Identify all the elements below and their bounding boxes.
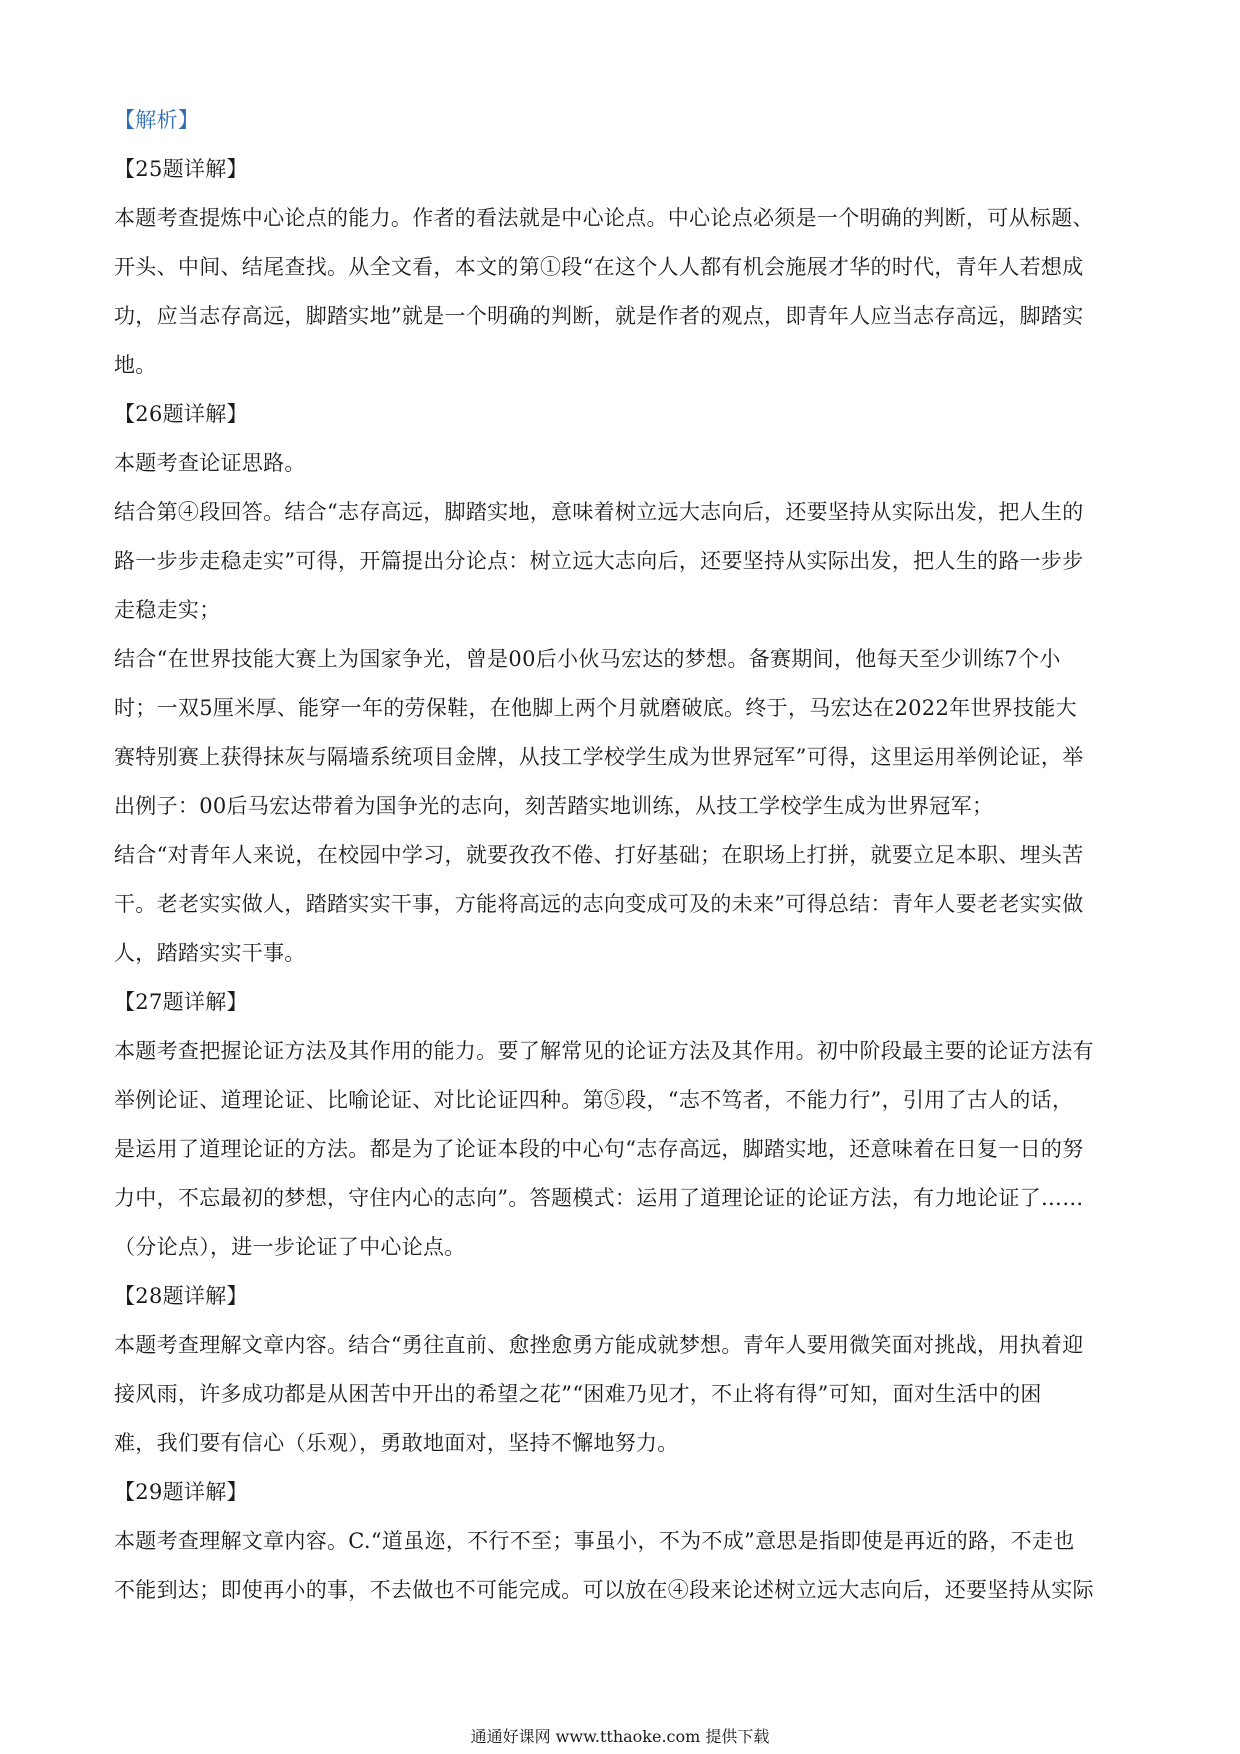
text-line: 结合“在世界技能大赛上为国家争光，曾是00后小伙马宏达的梦想。备赛期间，他每天至少训练7个小 xyxy=(114,647,1061,671)
text-line: 地。 xyxy=(114,353,157,377)
text-line: 时；一双5厘米厚、能穿一年的劳保鞋，在他脚上两个月就磨破底。终于，马宏达在2022年世界技能大 xyxy=(114,696,1077,720)
text-line: 路一步步走稳走实”可得，开篇提出分论点：树立远大志向后，还要坚持从实际出发，把人生的路一步步 xyxy=(114,549,1084,573)
text-line: 赛特别赛上获得抹灰与隔墙系统项目金牌，从技工学校学生成为世界冠军”可得，这里运用举例论证，举 xyxy=(114,745,1084,769)
text-line: 本题考查论证思路。 xyxy=(114,451,306,475)
text-line: 举例论证、道理论证、比喻论证、对比论证四种。第⑤段，“志不笃者，不能力行”，引用了古人的话， xyxy=(114,1088,1074,1112)
text-line: 本题考查理解文章内容。C.“道虽迩，不行不至；事虽小，不为不成”意思是指即使是再近的路，不走也 xyxy=(114,1529,1075,1553)
text-line: 结合“对青年人来说，在校园中学习，就要孜孜不倦、打好基础；在职场上打拼，就要立足本职、埋头苦 xyxy=(114,843,1084,867)
text-line: 难，我们要有信心（乐观），勇敢地面对，坚持不懈地努力。 xyxy=(114,1431,679,1455)
q28-heading: 【28题详解】 xyxy=(114,1284,248,1308)
text-line: （分论点），进一步论证了中心论点。 xyxy=(114,1235,466,1259)
text-line: 出例子：00后马宏达带着为国争光的志向，刻苦踏实地训练，从技工学校学生成为世界冠军； xyxy=(114,794,994,818)
text-line: 本题考查把握论证方法及其作用的能力。要了解常见的论证方法及其作用。初中阶段最主要的论证方法有 xyxy=(114,1039,1094,1063)
text-line: 功，应当志存高远，脚踏实地”就是一个明确的判断，就是作者的观点，即青年人应当志存高远，脚踏实 xyxy=(114,304,1084,328)
document-body xyxy=(114,96,1126,1615)
text-line: 力中，不忘最初的梦想，守住内心的志向”。答题模式：运用了道理论证的论证方法，有力地论证了…… xyxy=(114,1186,1084,1210)
text-line: 本题考查理解文章内容。结合“勇往直前、愈挫愈勇方能成就梦想。青年人要用微笑面对挑战，用执着迎 xyxy=(114,1333,1084,1357)
page-footer: 通通好课网 www.tthaoke.com 提供下载 xyxy=(470,1727,770,1746)
text-line: 人，踏踏实实干事。 xyxy=(114,941,306,965)
text-line: 本题考查提炼中心论点的能力。作者的看法就是中心论点。中心论点必须是一个明确的判断，可从标题、 xyxy=(114,206,1094,230)
q29-heading: 【29题详解】 xyxy=(114,1480,248,1504)
q26-heading: 【26题详解】 xyxy=(114,402,248,426)
text-line: 不能到达；即使再小的事，不去做也不可能完成。可以放在④段来论述树立远大志向后，还要坚持从实际 xyxy=(114,1578,1094,1602)
text-line: 是运用了道理论证的方法。都是为了论证本段的中心句“志存高远，脚踏实地，还意味着在日复一日的努 xyxy=(114,1137,1084,1161)
text-line: 接风雨，许多成功都是从困苦中开出的希望之花”“困难乃见才，不止将有得”可知，面对生活中的困 xyxy=(114,1382,1042,1406)
text-line: 走稳走实； xyxy=(114,598,221,622)
q25-heading: 【25题详解】 xyxy=(114,157,248,181)
text-line: 开头、中间、结尾查找。从全文看，本文的第①段“在这个人人都有机会施展才华的时代，青年人若想成 xyxy=(114,255,1084,279)
analysis-heading: 【解析】 xyxy=(114,108,200,132)
text-line: 干。老老实实做人，踏踏实实干事，方能将高远的志向变成可及的未来”可得总结：青年人要老老实实做 xyxy=(114,892,1084,916)
q27-heading: 【27题详解】 xyxy=(114,990,248,1014)
text-line: 结合第④段回答。结合“志存高远，脚踏实地，意味着树立远大志向后，还要坚持从实际出发，把人生的 xyxy=(114,500,1084,524)
